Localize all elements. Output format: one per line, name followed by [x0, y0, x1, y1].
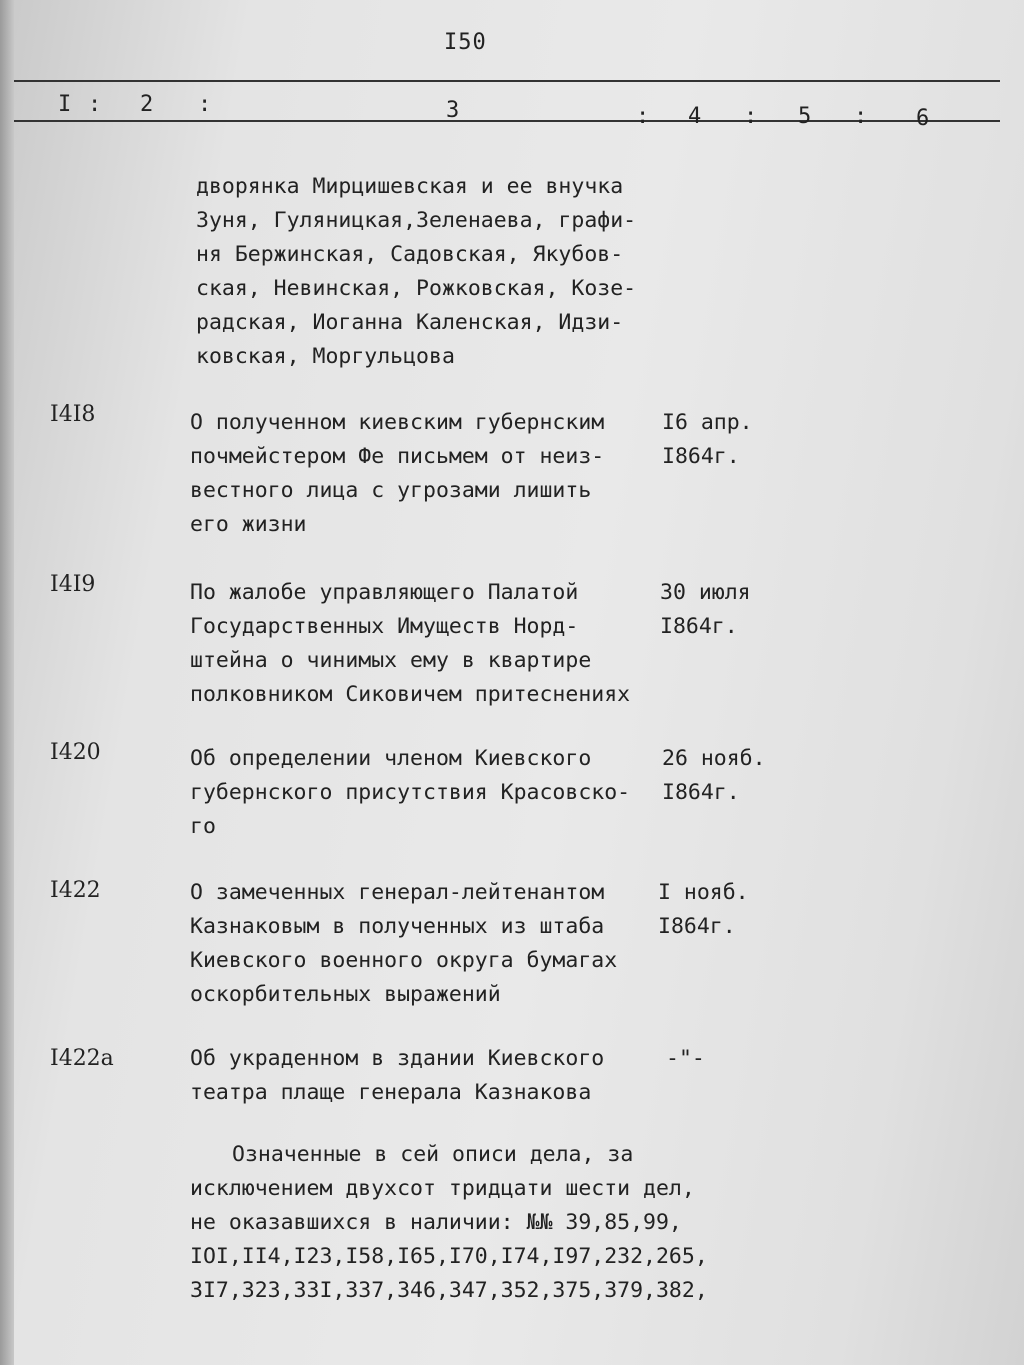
entry-number: I420	[50, 740, 101, 765]
closing-text-line: Означенные в сей описи дела, за	[232, 1142, 634, 1167]
header-bottom-rule	[14, 120, 1000, 122]
entry-title-line: Государственных Имуществ Норд-	[190, 614, 579, 639]
entry-number: I4I9	[50, 572, 96, 597]
header-top-rule	[14, 80, 1000, 82]
continuation-line: ковская, Моргульцова	[196, 344, 455, 369]
entry-date: I864г.	[660, 614, 738, 639]
entry-title-line: По жалобе управляющего Палатой	[190, 580, 579, 605]
entry-title-line: губернского присутствия Красовско-	[190, 780, 631, 805]
entry-title-line: Об украденном в здании Киевского	[190, 1046, 605, 1071]
closing-text-line: 3I7,323,33I,337,346,347,352,375,379,382,	[190, 1278, 708, 1303]
closing-text-line: IOI,II4,I23,I58,I65,I70,I74,I97,232,265,	[190, 1244, 708, 1269]
entry-date: I864г.	[662, 780, 740, 805]
page-binding-edge	[0, 0, 14, 1365]
entry-title-line: О замеченных генерал-лейтенантом	[190, 880, 605, 905]
entry-number: I422а	[50, 1046, 114, 1071]
column-separator: :	[854, 104, 868, 129]
entry-date: I6 апр.	[662, 410, 753, 435]
page-number: I50	[444, 30, 487, 55]
column-header-5: 5	[798, 104, 812, 129]
entry-number: I422	[50, 878, 101, 903]
entry-date: I нояб.	[658, 880, 749, 905]
column-separator: :	[88, 92, 102, 117]
entry-title-line: штейна о чинимых ему в квартире	[190, 648, 592, 673]
entry-title-line: го	[190, 814, 216, 839]
column-separator: :	[744, 104, 758, 129]
entry-title-line: О полученном киевским губернским	[190, 410, 605, 435]
entry-date: -"-	[666, 1046, 705, 1071]
entry-title-line: Об определении членом Киевского	[190, 746, 592, 771]
column-header-6: 6	[916, 106, 930, 131]
entry-title-line: полковником Сиковичем притеснениях	[190, 682, 631, 707]
entry-date: 30 июля	[660, 580, 751, 605]
continuation-line: радская, Иоганна Каленская, Идзи-	[196, 310, 624, 335]
column-header-2: 2	[140, 92, 154, 117]
closing-text-line: не оказавшихся в наличии: №№ 39,85,99,	[190, 1210, 682, 1235]
entry-date: I864г.	[658, 914, 736, 939]
column-header-4: 4	[688, 104, 702, 129]
continuation-line: ня Бержинская, Садовская, Якубов-	[196, 242, 624, 267]
entry-title-line: его жизни	[190, 512, 307, 537]
entry-title-line: Казнаковым в полученных из штаба	[190, 914, 605, 939]
continuation-line: ская, Невинская, Рожковская, Козе-	[196, 276, 637, 301]
entry-date: I864г.	[662, 444, 740, 469]
column-separator: :	[198, 92, 212, 117]
entry-date: 26 нояб.	[662, 746, 766, 771]
column-header-3: 3	[446, 98, 460, 123]
entry-title-line: театра плаще генерала Казнакова	[190, 1080, 592, 1105]
entry-title-line: почмейстером Фе письмем от неиз-	[190, 444, 605, 469]
continuation-line: дворянка Мирцишевская и ее внучка	[196, 174, 624, 199]
entry-title-line: оскорбительных выражений	[190, 982, 501, 1007]
closing-text-line: исключением двухсот тридцати шести дел,	[190, 1176, 695, 1201]
entry-title-line: вестного лица с угрозами лишить	[190, 478, 592, 503]
entry-number: I4I8	[50, 402, 96, 427]
continuation-line: Зуня, Гуляницкая,Зеленаева, графи-	[196, 208, 637, 233]
column-separator: :	[636, 104, 650, 129]
entry-title-line: Киевского военного округа бумагах	[190, 948, 618, 973]
column-header-1: I	[58, 92, 72, 117]
